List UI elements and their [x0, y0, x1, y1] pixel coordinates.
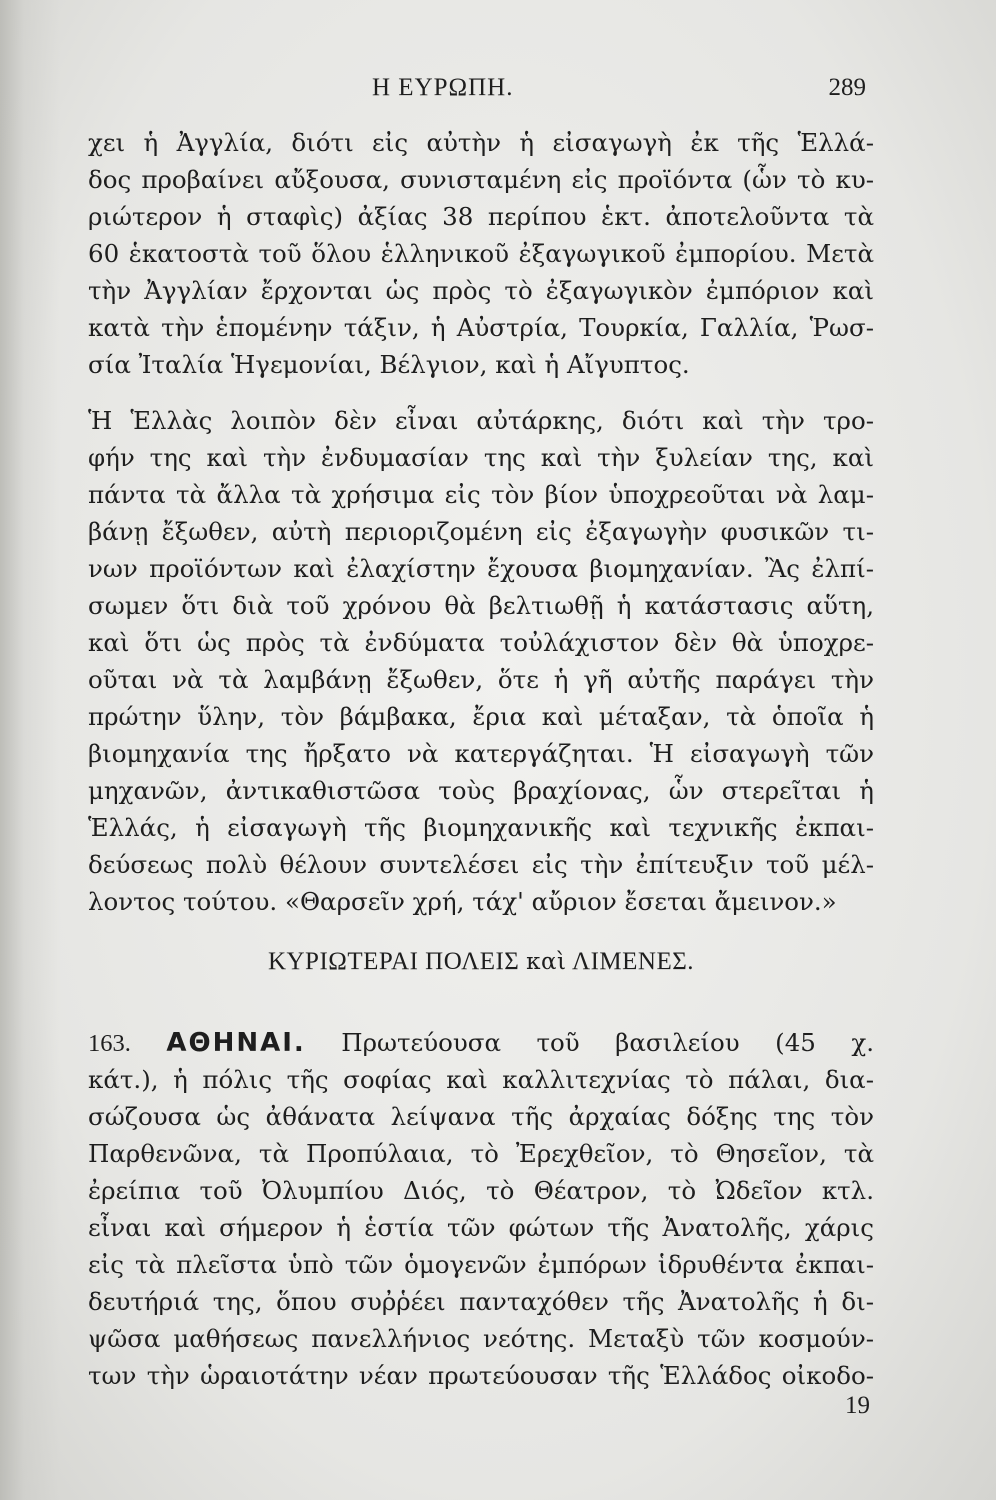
text-line: σία Ἰταλία Ἡγεμονίαι, Βέλγιον, καὶ ἡ Αἴγυπτος. [88, 350, 690, 379]
text-line: Ἑλλάς, ἡ εἰσαγωγὴ τῆς βιομηχανικῆς καὶ τεχνικῆς ἐκπαι- [88, 813, 874, 842]
text-line: σώζουσα ὡς ἀθάνατα λείψανα τῆς ἀρχαίας δόξης της τὸν [88, 1102, 874, 1131]
text-line: χει ἡ Ἀγγλία, διότι εἰς αὐτὴν ἡ εἰσαγωγὴ ἐκ τῆς Ἑλλά- [88, 128, 874, 157]
paragraph-exports [88, 124, 874, 383]
page-number: 289 [828, 74, 866, 101]
text-line: πρώτην ὕλην, τὸν βάμβακα, ἔρια καὶ μέταξαν, τὰ ὁποῖα ἡ [88, 702, 874, 731]
text-line: μηχανῶν, ἀντικαθιστῶσα τοὺς βραχίονας, ὧν στερεῖται ἡ [88, 776, 874, 805]
text-line: ἐρείπια τοῦ Ὀλυμπίου Διός, τὸ Θέατρον, τὸ Ὠδεῖον κτλ. [88, 1176, 874, 1205]
entry-first-line [88, 1024, 874, 1061]
text-line: δος προβαίνει αὔξουσα, συνισταμένη εἰς προϊόντα (ὧν τὸ κυ- [88, 165, 874, 194]
entry-name: ΑΘΗΝΑΙ. [166, 1028, 306, 1058]
running-title: Η ΕΥΡΩΠΗ. [372, 74, 514, 101]
page-header [90, 74, 870, 110]
paragraph-self-sufficiency [88, 402, 874, 920]
text-line: των τὴν ὡραιοτάτην νέαν πρωτεύουσαν τῆς Ἑλλάδος οἰκοδο- [88, 1361, 874, 1390]
text-line: βάνῃ ἔξωθεν, αὐτὴ περιοριζομένη εἰς ἐξαγωγὴν φυσικῶν τι- [88, 517, 874, 546]
section-heading [88, 948, 874, 976]
page-edge-shadow [0, 0, 60, 1500]
text-line: τὴν Ἀγγλίαν ἔρχονται ὡς πρὸς τὸ ἐξαγωγικὸν ἐμπόριον καὶ [88, 276, 874, 305]
text-line: κατὰ τὴν ἑπομένην τάξιν, ἡ Αὐστρία, Τουρκία, Γαλλία, Ῥωσ- [88, 313, 874, 342]
text-line: καὶ ὅτι ὡς πρὸς τὰ ἐνδύματα τοὐλάχιστον δὲν θὰ ὑποχρε- [88, 628, 874, 657]
section-heading-part: ΚΥΡΙΩΤΕΡΑΙ ΠΟΛΕΙΣ [267, 948, 520, 975]
text-line: ψῶσα μαθήσεως πανελλήνιος νεότης. Μεταξὺ τῶν κοσμούν- [88, 1324, 874, 1353]
text-line: 60 ἑκατοστὰ τοῦ ὅλου ἑλληνικοῦ ἐξαγωγικοῦ ἐμπορίου. Μετὰ [88, 239, 874, 268]
text-line: νων προϊόντων καὶ ἐλαχίστην ἔχουσα βιομηχανίαν. Ἂς ἐλπί- [88, 554, 874, 583]
text-line: Ἡ Ἑλλὰς λοιπὸν δὲν εἶναι αὐτάρκης, διότι καὶ τὴν τρο- [88, 406, 874, 435]
text-line: Παρθενῶνα, τὰ Προπύλαια, τὸ Ἐρεχθεῖον, τὸ Θησεῖον, τὰ [88, 1139, 874, 1168]
text-line: φήν της καὶ τὴν ἐνδυμασίαν της καὶ τὴν ξυλείαν της, καὶ [88, 443, 874, 472]
text-line: κάτ.), ἡ πόλις τῆς σοφίας καὶ καλλιτεχνίας τὸ πάλαι, δια- [88, 1065, 874, 1094]
text-line: εἰς τὰ πλεῖστα ὑπὸ τῶν ὁμογενῶν ἐμπόρων ἱδρυθέντα ἐκπαι- [88, 1250, 874, 1279]
text-line: πάντα τὰ ἄλλα τὰ χρήσιμα εἰς τὸν βίον ὑποχρεοῦται νὰ λαμ- [88, 480, 874, 509]
text-line: δευτήριά της, ὅπου συῤῥέει πανταχόθεν τῆς Ἀνατολῆς ἡ δι- [88, 1287, 874, 1316]
text-line: βιομηχανία της ἤρξατο νὰ κατεργάζηται. Ἡ εἰσαγωγὴ τῶν [88, 739, 874, 768]
section-heading-conjunction: καὶ [526, 949, 567, 975]
entry-athens [88, 1024, 874, 1394]
text-line: δεύσεως πολὺ θέλουν συντελέσει εἰς τὴν ἐπίτευξιν τοῦ μέλ- [88, 850, 874, 879]
section-heading-part: ΛΙΜΕΝΕΣ. [571, 948, 695, 975]
text-line: εἶναι καὶ σήμερον ἡ ἑστία τῶν φώτων τῆς Ἀνατολῆς, χάρις [88, 1213, 874, 1242]
text-line: σωμεν ὅτι διὰ τοῦ χρόνου θὰ βελτιωθῇ ἡ κατάστασις αὕτη, [88, 591, 874, 620]
text-line: οῦται νὰ τὰ λαμβάνῃ ἔξωθεν, ὅτε ἡ γῆ αὐτῆς παράγει τὴν [88, 665, 874, 694]
signature-mark: 19 [845, 1392, 870, 1419]
entry-first-line-text: Πρωτεύουσα τοῦ βασιλείου (45 χ. [341, 1028, 874, 1057]
entry-number: 163. [88, 1030, 131, 1057]
text-line: λοντος τούτου. «Θαρσεῖν χρή, τάχ' αὔριον ἔσεται ἄμεινον.» [88, 887, 837, 916]
text-line: ριώτερον ἡ σταφὶς) ἀξίας 38 περίπου ἑκτ. ἀποτελοῦντα τὰ [88, 202, 874, 231]
